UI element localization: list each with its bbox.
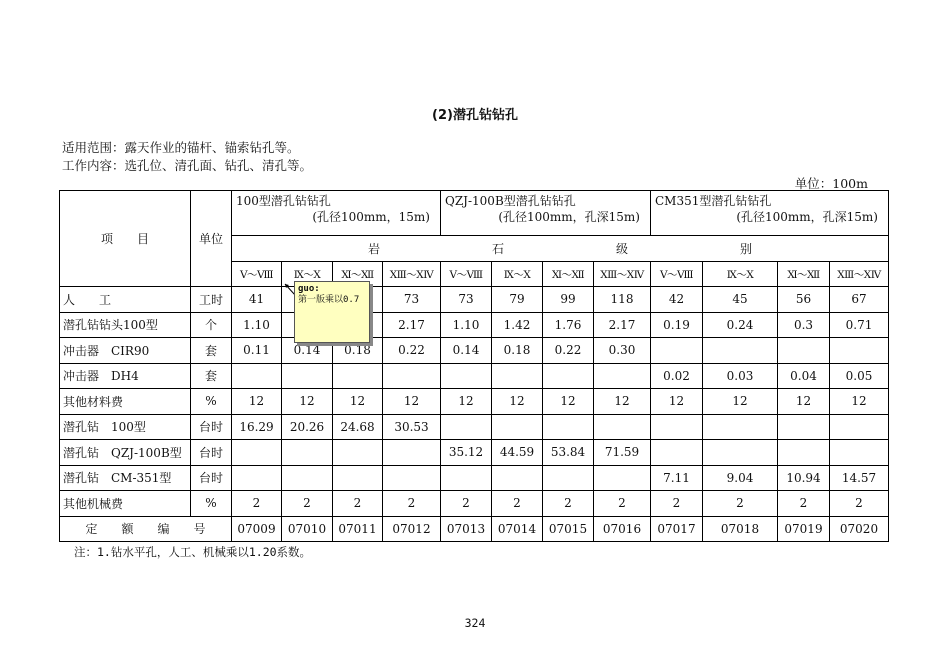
table-cell: 2 <box>492 491 543 517</box>
table-cell <box>441 465 492 491</box>
grade-cell: Ⅸ～Ⅹ <box>282 262 333 287</box>
table-cell: 0.18 <box>333 338 383 364</box>
table-cell: 1.10 <box>232 312 282 338</box>
table-cell <box>333 465 383 491</box>
grade-cell: Ⅴ～Ⅷ <box>651 262 703 287</box>
table-cell <box>703 338 778 364</box>
table-cell <box>778 440 830 466</box>
group-name: QZJ-100B型潜孔钻钻孔 <box>445 194 576 208</box>
table-cell: 2 <box>651 491 703 517</box>
table-cell <box>778 414 830 440</box>
table-cell: 0.14 <box>441 338 492 364</box>
table-cell: 53.84 <box>543 440 594 466</box>
table-cell <box>383 465 441 491</box>
quota-table <box>59 190 889 542</box>
row-item-name: 潜孔钻 QZJ-100B型 <box>60 440 191 466</box>
table-row <box>60 414 889 440</box>
table-cell: 0.24 <box>703 312 778 338</box>
table-cell: 16.29 <box>232 414 282 440</box>
table-cell: 1.10 <box>441 312 492 338</box>
table-cell <box>492 414 543 440</box>
row-unit: 个 <box>191 312 232 338</box>
group-spec: (孔径100mm，孔深15m) <box>498 210 640 224</box>
table-cell <box>543 465 594 491</box>
work-content-text: 工作内容：选孔位、清孔面、钻孔、清孔等。 <box>62 158 313 173</box>
table-cell <box>594 363 651 389</box>
table-cell: 20.26 <box>282 414 333 440</box>
table-cell: 12 <box>383 389 441 415</box>
quota-code: 07015 <box>543 516 594 541</box>
table-cell: 24.68 <box>333 414 383 440</box>
rock-char: 石 <box>491 242 504 256</box>
row-item-name: 潜孔钻 100型 <box>60 414 191 440</box>
table-cell: 2 <box>441 491 492 517</box>
comment-text: 第一版乘以0.7 <box>298 295 360 305</box>
grade-cell: ⅩⅢ～ⅩⅣ <box>383 262 441 287</box>
scope-text: 适用范围：露天作业的锚杆、锚索钻孔等。 <box>62 140 300 155</box>
group-header-cm351 <box>651 191 889 236</box>
table-cell: 2 <box>333 491 383 517</box>
group-name: 100型潜孔钻钻孔 <box>236 194 331 208</box>
quota-code: 07010 <box>282 516 333 541</box>
table-row <box>60 491 889 517</box>
table-cell: 1.42 <box>492 312 543 338</box>
table-cell: 71.59 <box>594 440 651 466</box>
table-row <box>60 389 889 415</box>
table-cell: 12 <box>830 389 889 415</box>
table-cell: 2 <box>282 491 333 517</box>
table-cell: 67 <box>830 287 889 313</box>
table-cell: 2 <box>703 491 778 517</box>
table-cell <box>333 363 383 389</box>
table-cell: 44.59 <box>492 440 543 466</box>
table-cell: 0.05 <box>830 363 889 389</box>
header-unit: 单位 <box>191 191 232 287</box>
quota-code: 07016 <box>594 516 651 541</box>
table-cell: 0.71 <box>830 312 889 338</box>
table-cell: 2 <box>778 491 830 517</box>
table-cell <box>651 440 703 466</box>
table-cell <box>543 414 594 440</box>
table-cell: 118 <box>594 287 651 313</box>
table-cell: 42 <box>651 287 703 313</box>
table-row <box>60 287 889 313</box>
table-cell <box>383 440 441 466</box>
grade-cell: Ⅸ～Ⅹ <box>703 262 778 287</box>
grade-cell: Ⅸ～Ⅹ <box>492 262 543 287</box>
row-unit: % <box>191 491 232 517</box>
table-cell <box>830 414 889 440</box>
table-cell <box>492 363 543 389</box>
table-cell: 12 <box>333 389 383 415</box>
quota-code: 07020 <box>830 516 889 541</box>
table-cell: 12 <box>232 389 282 415</box>
table-cell: 0.03 <box>703 363 778 389</box>
table-row <box>60 363 889 389</box>
table-cell <box>282 363 333 389</box>
rock-char: 别 <box>739 242 752 256</box>
table-cell: 0.22 <box>383 338 441 364</box>
table-cell <box>830 440 889 466</box>
table-cell: 2 <box>594 491 651 517</box>
table-cell <box>703 414 778 440</box>
table-cell: 0.02 <box>651 363 703 389</box>
table-cell: 2 <box>232 491 282 517</box>
table-cell: 79 <box>492 287 543 313</box>
table-cell: 12 <box>778 389 830 415</box>
table-cell: 73 <box>441 287 492 313</box>
table-cell: 1.76 <box>543 312 594 338</box>
table-cell <box>383 363 441 389</box>
grade-cell: Ⅴ～Ⅷ <box>441 262 492 287</box>
table-cell <box>492 465 543 491</box>
table-cell: 12 <box>441 389 492 415</box>
quota-code: 07018 <box>703 516 778 541</box>
table-cell <box>282 465 333 491</box>
table-cell: 12 <box>594 389 651 415</box>
table-cell: 45 <box>703 287 778 313</box>
quota-code-label: 定 额 编 号 <box>60 516 232 541</box>
table-cell <box>232 465 282 491</box>
cell-comment-popup[interactable] <box>294 281 370 343</box>
table-row <box>60 312 889 338</box>
page-number: 324 <box>464 616 486 630</box>
table-cell: 2.17 <box>383 312 441 338</box>
table-cell <box>232 440 282 466</box>
table-cell: 9.04 <box>703 465 778 491</box>
table-cell: 7.11 <box>651 465 703 491</box>
group-spec: (孔径100mm，15m) <box>312 210 430 224</box>
rock-char: 岩 <box>367 242 380 256</box>
row-item-name: 潜孔钻 CM-351型 <box>60 465 191 491</box>
table-cell: 10.94 <box>778 465 830 491</box>
table-row <box>60 465 889 491</box>
table-cell: 99 <box>543 287 594 313</box>
grade-cell: Ⅺ～Ⅻ <box>543 262 594 287</box>
table-cell: 0.22 <box>543 338 594 364</box>
table-cell: 41 <box>232 287 282 313</box>
table-cell <box>441 414 492 440</box>
row-unit: % <box>191 389 232 415</box>
table-row <box>60 338 889 364</box>
table-cell: 0.18 <box>492 338 543 364</box>
quota-code: 07011 <box>333 516 383 541</box>
table-cell: 2 <box>830 491 889 517</box>
quota-code-row <box>60 516 889 541</box>
table-cell: 14.57 <box>830 465 889 491</box>
table-cell: 0.04 <box>778 363 830 389</box>
quota-code: 07013 <box>441 516 492 541</box>
row-item-name: 其他材料费 <box>60 389 191 415</box>
table-cell: 0.14 <box>282 338 333 364</box>
table-cell: 2 <box>543 491 594 517</box>
grade-cell: ⅩⅢ～ⅩⅣ <box>594 262 651 287</box>
table-cell: 35.12 <box>441 440 492 466</box>
grade-cell: ⅩⅢ～ⅩⅣ <box>830 262 889 287</box>
table-cell: 12 <box>282 389 333 415</box>
table-cell: 0.30 <box>594 338 651 364</box>
grade-cell: Ⅺ～Ⅻ <box>778 262 830 287</box>
table-cell <box>594 414 651 440</box>
group-name: CM351型潜孔钻钻孔 <box>655 194 772 208</box>
table-cell <box>651 338 703 364</box>
table-cell: 2.17 <box>594 312 651 338</box>
footnote: 注：1.钻水平孔，人工、机械乘以1.20系数。 <box>74 545 312 559</box>
page-title: (2)潜孔钻钻孔 <box>432 108 518 123</box>
rock-char: 级 <box>615 242 628 256</box>
table-cell <box>594 465 651 491</box>
table-row <box>60 440 889 466</box>
unit-label: 单位：100m <box>794 176 868 191</box>
quota-code: 07009 <box>232 516 282 541</box>
quota-code: 07012 <box>383 516 441 541</box>
table-cell <box>703 440 778 466</box>
table-cell <box>543 363 594 389</box>
quota-code: 07014 <box>492 516 543 541</box>
row-item-name: 人 工 <box>60 287 191 313</box>
table-cell <box>441 363 492 389</box>
quota-code: 07019 <box>778 516 830 541</box>
table-cell: 12 <box>543 389 594 415</box>
table-cell: 12 <box>651 389 703 415</box>
table-cell: 0.19 <box>651 312 703 338</box>
rock-grade-header <box>232 236 889 262</box>
table-cell: 73 <box>383 287 441 313</box>
table-cell <box>282 440 333 466</box>
header-item: 项 目 <box>60 191 191 287</box>
row-unit: 台时 <box>191 414 232 440</box>
row-item-name: 潜孔钻钻头100型 <box>60 312 191 338</box>
row-item-name: 冲击器 DH4 <box>60 363 191 389</box>
row-item-name: 冲击器 CIR90 <box>60 338 191 364</box>
table-cell <box>830 338 889 364</box>
comment-author: guo: <box>298 284 320 294</box>
table-cell: 0.11 <box>232 338 282 364</box>
row-item-name: 其他机械费 <box>60 491 191 517</box>
group-spec: (孔径100mm，孔深15m) <box>736 210 878 224</box>
table-cell: 2 <box>383 491 441 517</box>
row-unit: 台时 <box>191 465 232 491</box>
grade-cell: Ⅴ～Ⅷ <box>232 262 282 287</box>
row-unit: 套 <box>191 338 232 364</box>
group-header-100 <box>232 191 441 236</box>
row-unit: 工时 <box>191 287 232 313</box>
table-cell: 30.53 <box>383 414 441 440</box>
table-cell: 12 <box>703 389 778 415</box>
table-cell: 56 <box>778 287 830 313</box>
table-cell: 12 <box>492 389 543 415</box>
table-cell <box>651 414 703 440</box>
row-unit: 台时 <box>191 440 232 466</box>
quota-code: 07017 <box>651 516 703 541</box>
row-unit: 套 <box>191 363 232 389</box>
group-header-qzj <box>441 191 651 236</box>
table-cell <box>333 440 383 466</box>
table-cell <box>232 363 282 389</box>
grade-cell: Ⅺ～Ⅻ <box>333 262 383 287</box>
table-cell <box>778 338 830 364</box>
table-cell: 0.3 <box>778 312 830 338</box>
